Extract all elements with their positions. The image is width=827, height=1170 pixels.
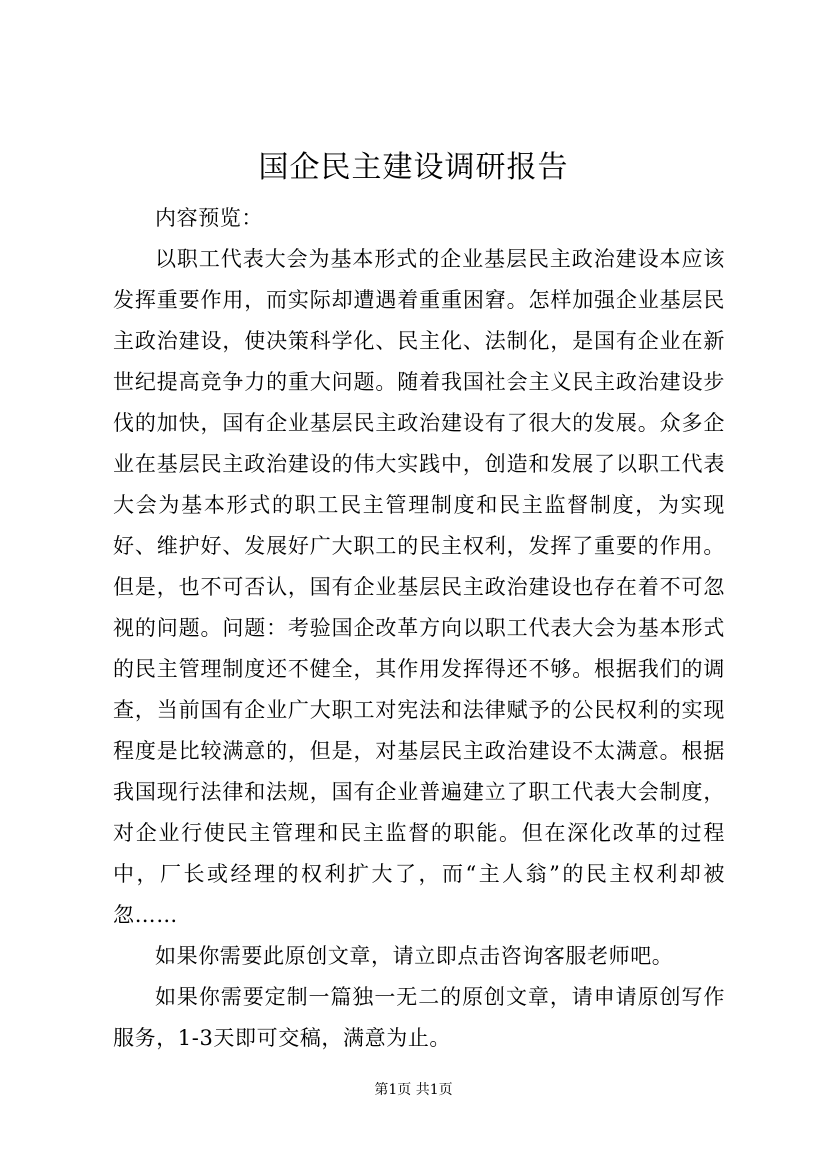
document-title: 国企民主建设调研报告 [258, 150, 569, 185]
custom-paragraph: 如果你需要定制一篇独一无二的原创文章，请申请原创写作服务，1-3天即可交稿，满意为止。 [113, 985, 725, 1050]
page-footer: 第1页 共1页 [374, 1082, 453, 1098]
preview-label: 内容预览： [155, 206, 263, 230]
contact-paragraph: 如果你需要此原创文章，请立即点击咨询客服老师吧。 [155, 944, 674, 968]
main-paragraph: 以职工代表大会为基本形式的企业基层民主政治建设本应该发挥重要作用，而实际却遭遇着重重困窘。怎样加强企业基层民主政治建设，使决策科学化、民主化、法制化，是国有企业在新世纪提高竞争力的重大问题。随着我国社会主义民主政治建设步伐的加快，国有企业基层民主政治建设有了很大的发展。众多企业在基层民主政治建设的伟大实践中，创造和发展了以职工代表大会为基本形式的职工民主管理制度和民主监督制度，为实现好、维护好、发展好广大职工的民主权利，发挥了重要的作用。但是，也不可否认，国有企业基层民主政治建设也存在着不可忽视的问题。问题：考验国企改革方向以职工代表大会为基本形式的民主管理制度还不健全，其作用发挥得还不够。根据我们的调查，当前国有企业广大职工对宪法和法律赋予的公民权利的实现程度是比较满意的，但是，对基层民主政治建设不太满意。根据我国现行法律和法规，国有企业普遍建立了职工代表大会制度，对企业行使民主管理和民主监督的职能。但在深化改革的过程中，厂长或经理的权利扩大了，而“主人翁”的民主权利却被忽…… [113, 247, 725, 927]
document-body [113, 198, 725, 1059]
